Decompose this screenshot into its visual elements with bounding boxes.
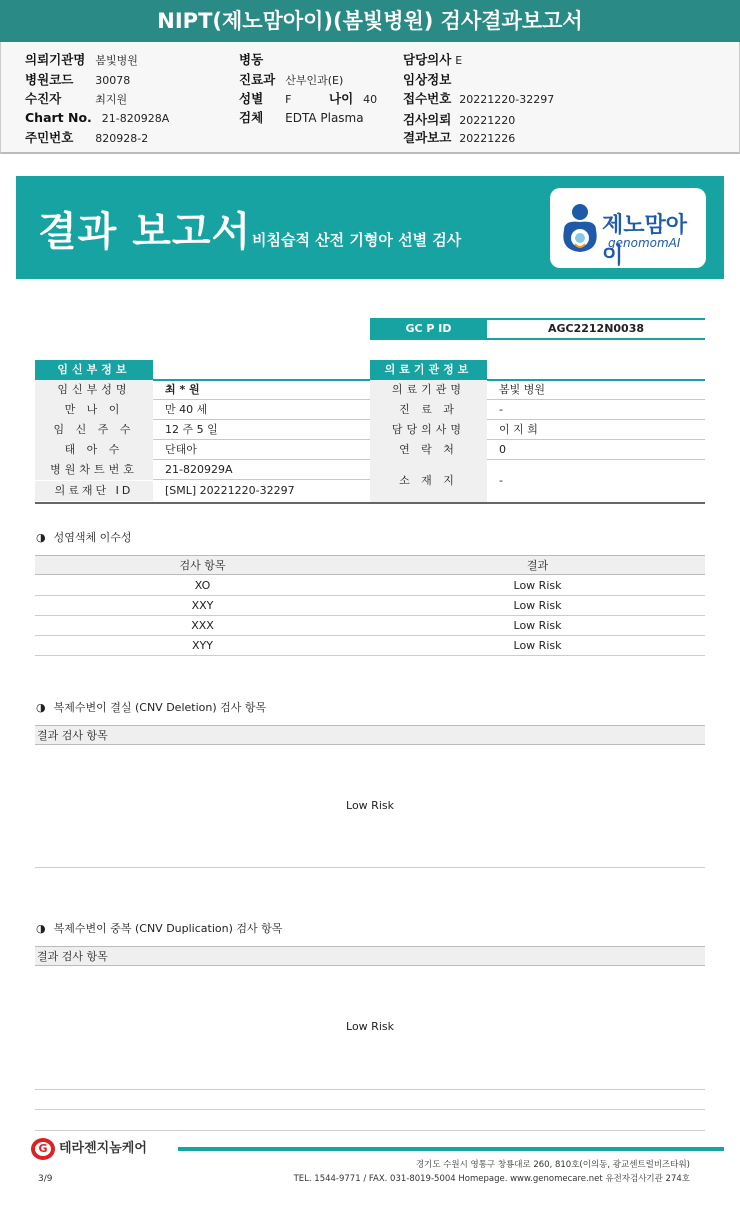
gcpid-value: AGC2212N0038 bbox=[487, 318, 705, 340]
divider bbox=[35, 1130, 705, 1131]
row-key: 소 재 지 bbox=[370, 460, 487, 502]
row-value: 0 bbox=[499, 443, 506, 456]
meta-value: E bbox=[455, 54, 463, 67]
medical-row bbox=[370, 440, 705, 460]
meta-value: 40 bbox=[363, 93, 378, 106]
meta-specimen bbox=[239, 108, 364, 126]
row-value: 12 주 5 일 bbox=[165, 423, 218, 436]
report-banner bbox=[16, 176, 724, 279]
pregnant-row bbox=[35, 460, 370, 480]
theragen-logo-text: 테라젠지놈케어 bbox=[59, 1141, 147, 1156]
meta-label: Chart No. bbox=[25, 110, 92, 125]
cnv-deletion-section-title bbox=[36, 699, 266, 715]
meta-label: 주민번호 bbox=[25, 130, 74, 145]
medical-row bbox=[370, 460, 705, 502]
pregnant-row bbox=[35, 420, 370, 440]
pregnant-row bbox=[35, 400, 370, 420]
banner-title: 결과 보고서 bbox=[38, 209, 252, 255]
meta-value: 20221226 bbox=[459, 132, 516, 145]
row-value: 만 40 세 bbox=[165, 403, 208, 416]
cell-result: Low Risk bbox=[513, 599, 562, 612]
meta-age bbox=[329, 89, 377, 107]
table-row bbox=[35, 576, 705, 596]
meta-institution bbox=[25, 50, 138, 68]
meta-value: EDTA Plasma bbox=[285, 111, 364, 125]
row-key: 담당의사명 bbox=[370, 420, 487, 440]
col-header-result: 결과 bbox=[526, 559, 549, 572]
genomom-logo bbox=[550, 188, 706, 268]
meta-label: 의뢰기관명 bbox=[25, 52, 86, 67]
chromosome-table-header bbox=[35, 555, 705, 575]
meta-label: 나이 bbox=[329, 91, 354, 106]
row-value: - bbox=[499, 474, 503, 487]
meta-label: 병동 bbox=[239, 52, 264, 67]
cnv-deletion-header: 결과 검사 항목 bbox=[35, 725, 705, 745]
cell-item: XYY bbox=[192, 639, 213, 652]
table-row bbox=[35, 616, 705, 636]
row-value: 최 * 원 bbox=[165, 383, 200, 396]
section-title-text: 복제수변이 중복 (CNV Duplication) 검사 항목 bbox=[53, 922, 283, 935]
row-key: 임 신 주 수 bbox=[35, 420, 153, 440]
meta-rrn bbox=[25, 128, 148, 146]
genomom-logo-icon bbox=[558, 200, 602, 256]
meta-ward bbox=[239, 50, 263, 68]
theragen-g-icon: G bbox=[31, 1138, 55, 1160]
meta-label: 수진자 bbox=[25, 91, 62, 106]
info-bottom-rule bbox=[35, 502, 705, 504]
footer-rule bbox=[178, 1147, 724, 1151]
meta-clinical bbox=[403, 70, 451, 88]
row-value: 단태아 bbox=[165, 443, 197, 456]
row-value: 봄빛 병원 bbox=[499, 383, 546, 396]
half-circle-icon: ◑ bbox=[36, 531, 46, 544]
meta-label: 임상정보 bbox=[403, 72, 452, 87]
logo-text: 제노맘아이 bbox=[602, 213, 688, 269]
medical-row bbox=[370, 420, 705, 440]
meta-value: 봄빛병원 bbox=[95, 54, 138, 67]
logo-sub: genomomAI bbox=[608, 236, 681, 250]
meta-value: 20221220 bbox=[459, 114, 516, 127]
cnv-duplication-section-title bbox=[36, 920, 282, 936]
meta-value: 산부인과(E) bbox=[285, 74, 344, 87]
row-value: - bbox=[499, 403, 503, 416]
meta-label: 검체 bbox=[239, 110, 264, 125]
meta-value: 30078 bbox=[95, 74, 131, 87]
row-key: 의료재단 ID bbox=[35, 481, 153, 501]
cell-item: XXY bbox=[191, 599, 214, 612]
pregnant-row bbox=[35, 380, 370, 400]
cnv-duplication-header: 결과 검사 항목 bbox=[35, 946, 705, 966]
row-key: 의료기관명 bbox=[370, 380, 487, 400]
chromosome-section-title bbox=[36, 529, 132, 545]
cnv-deletion-result: Low Risk bbox=[346, 799, 394, 812]
medical-row bbox=[370, 400, 705, 420]
col-header-item: 검사 항목 bbox=[179, 559, 226, 572]
meta-label: 접수번호 bbox=[403, 91, 452, 106]
meta-label: 진료과 bbox=[239, 72, 276, 87]
row-key: 연 락 처 bbox=[370, 440, 487, 460]
row-value: 이 지 희 bbox=[499, 423, 538, 436]
table-row bbox=[35, 596, 705, 616]
cnv-duplication-result: Low Risk bbox=[346, 1020, 394, 1033]
row-key: 임신부성명 bbox=[35, 380, 153, 400]
row-key: 태 아 수 bbox=[35, 440, 153, 460]
table-row bbox=[35, 636, 705, 656]
meta-label: 담당의사 bbox=[403, 52, 452, 67]
meta-box bbox=[0, 42, 740, 154]
cell-item: XXX bbox=[191, 619, 214, 632]
medical-section-label: 의료기관정보 bbox=[370, 360, 487, 380]
meta-request bbox=[403, 110, 515, 128]
meta-report bbox=[403, 128, 515, 146]
meta-value: 20221220-32297 bbox=[459, 93, 555, 106]
meta-label: 검사의뢰 bbox=[403, 112, 452, 127]
half-circle-icon: ◑ bbox=[36, 701, 46, 714]
half-circle-icon: ◑ bbox=[36, 922, 46, 935]
page-number: 3/9 bbox=[38, 1174, 53, 1184]
meta-value: 820928-2 bbox=[95, 132, 149, 145]
theragen-logo bbox=[31, 1137, 147, 1160]
cell-result: Low Risk bbox=[513, 579, 562, 592]
meta-label: 성별 bbox=[239, 91, 264, 106]
divider bbox=[35, 867, 705, 868]
cell-result: Low Risk bbox=[513, 639, 562, 652]
medical-row bbox=[370, 380, 705, 400]
gcpid-label: GC P ID bbox=[370, 318, 487, 340]
report-title: NIPT(제노맘아이)(봄빛병원) 검사결과보고서 bbox=[0, 0, 740, 42]
meta-value: 최지원 bbox=[95, 93, 128, 106]
meta-doctor bbox=[403, 50, 462, 68]
row-key: 만 나 이 bbox=[35, 400, 153, 420]
meta-chart bbox=[25, 110, 169, 125]
section-title-text: 성염색체 이수성 bbox=[53, 531, 132, 544]
section-title-text: 복제수변이 결실 (CNV Deletion) 검사 항목 bbox=[53, 701, 267, 714]
meta-dept bbox=[239, 70, 343, 88]
meta-receipt bbox=[403, 89, 554, 107]
cell-result: Low Risk bbox=[513, 619, 562, 632]
meta-value: 21-820928A bbox=[101, 112, 170, 125]
cell-item: XO bbox=[194, 579, 211, 592]
footer-address: 경기도 수원시 영통구 창룡대로 260, 810호(이의동, 광교센트럴비즈타워) bbox=[415, 1160, 690, 1170]
row-value: [SML] 20221220-32297 bbox=[165, 484, 295, 497]
pregnant-row bbox=[35, 440, 370, 460]
banner-subtitle: 비침습적 산전 기형아 선별 검사 bbox=[252, 231, 462, 249]
divider bbox=[35, 1109, 705, 1110]
divider bbox=[35, 1089, 705, 1090]
meta-collector bbox=[25, 89, 127, 107]
meta-value: F bbox=[285, 93, 292, 106]
row-key: 병원차트번호 bbox=[35, 460, 153, 480]
row-key: 진 료 과 bbox=[370, 400, 487, 420]
pregnant-row bbox=[35, 481, 370, 501]
meta-hospital-code bbox=[25, 70, 130, 88]
meta-sex bbox=[239, 89, 291, 107]
footer-contact: TEL. 1544-9771 / FAX. 031-8019-5004 Homepage. www.genomecare.net 유전자검사기관 274호 bbox=[293, 1174, 690, 1184]
meta-label: 병원코드 bbox=[25, 72, 74, 87]
row-value: 21-820929A bbox=[165, 463, 233, 476]
meta-label: 결과보고 bbox=[403, 130, 452, 145]
pregnant-section-label: 임신부정보 bbox=[35, 360, 153, 380]
